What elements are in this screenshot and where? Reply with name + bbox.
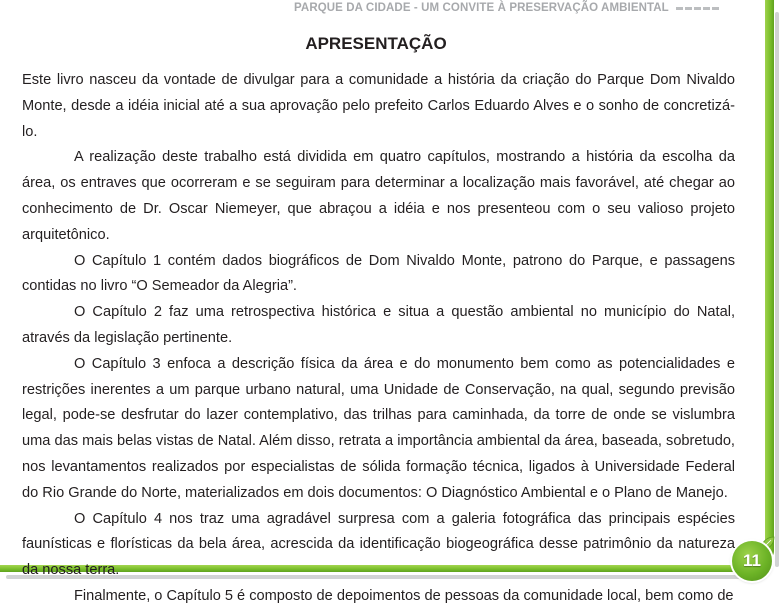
dash-segment (712, 7, 719, 10)
paragraph-chapter-1: O Capítulo 1 contém dados biográficos de Dom Nivaldo Monte, patrono do Parque, e passagens contidas no livro “O Semeador da Alegria”. (22, 252, 735, 295)
paragraph-chapter-4: O Capítulo 4 nos traz uma agradável surpresa com a galeria fotográfica das principais espécies faunísticas e florísticas da bela área, acrescida da identificação biogeográfica desse patrimônio da natureza da nossa terra. (22, 510, 735, 579)
dash-segment (694, 7, 701, 10)
paragraph-chapter-5: Finalmente, o Capítulo 5 é composto de depoimentos de pessoas da comunidade local, bem como de (74, 587, 734, 604)
dash-segment (676, 7, 683, 10)
body-text (22, 68, 735, 610)
page-number: 11 (743, 551, 761, 570)
page-frame-shadow-right (775, 12, 779, 567)
header-dash-ornament (676, 7, 719, 10)
paragraph-chapter-2: O Capítulo 2 faz uma retrospectiva histórica e situa a questão ambiental no município do Natal, através da legislação pertinente. (22, 304, 735, 346)
page-number-badge (732, 541, 772, 581)
paragraph-structure: A realização deste trabalho está dividida em quatro capítulos, mostrando a história da escolha da área, os entraves que ocorreram e se seguiram para determinar a localização mais favorável, até chegar ao conhecimento de Dr. Oscar Niemeyer, que abraçou a idéia e nos presenteou com o seu valioso projeto arquitetônico. (22, 149, 735, 243)
paragraph-intro: Este livro nasceu da vontade de divulgar para a comunidade a história da criação do Parque Dom Nivaldo Monte, desde a idéia inicial até a sua aprovação pelo prefeito Carlos Eduardo Alves e o sonho de concretizá-lo. (22, 72, 735, 140)
dash-segment (685, 7, 692, 10)
page-frame-green-right (765, 0, 774, 560)
paragraph-chapter-3: O Capítulo 3 enfoca a descrição física da área e do monumento bem como as potencialidades e restrições inerentes a um parque urbano natural, uma Unidade de Conservação, na qual, segundo previsão legal, pode-se desfrutar do lazer contemplativo, das trilhas para caminhada, da torre de onde se vislumbra uma das mais belas vistas de Natal. Além disso, retrata a importância ambiental da área, baseada, sobretudo, nos levantamentos realizados por especialistas de sólida formação técnica, ligados à Universidade Federal do Rio Grande do Norte, materializados em dois documentos: O Diagnóstico Ambiental e o Plano de Manejo. (22, 355, 735, 501)
dash-segment (703, 7, 710, 10)
running-title: PARQUE DA CIDADE - UM CONVITE À PRESERVAÇÃO AMBIENTAL (294, 2, 669, 14)
page-title: APRESENTAÇÃO (305, 34, 447, 53)
